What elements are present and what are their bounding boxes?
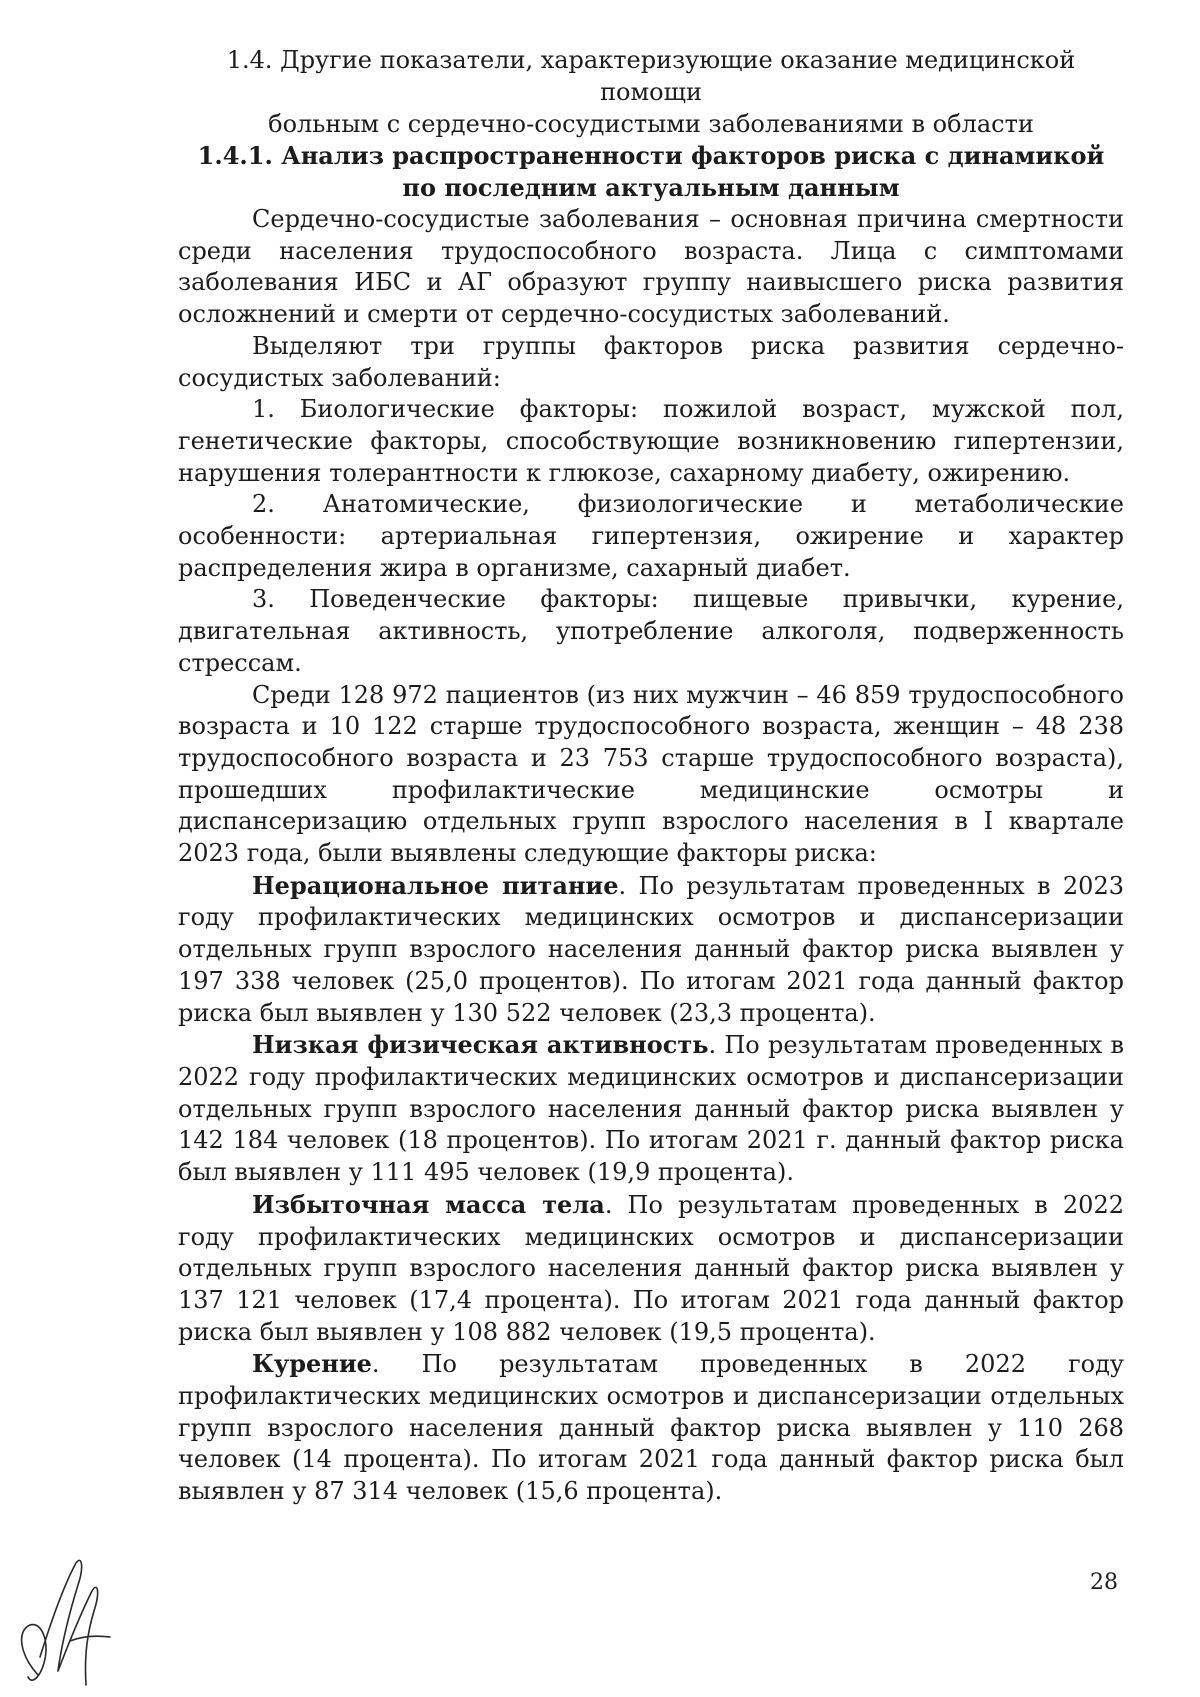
weight-title: Избыточная масса тела bbox=[252, 1189, 605, 1219]
paragraph-weight bbox=[178, 1189, 1124, 1349]
section-heading-line-1: 1.4. Другие показатели, характеризующие оказание медицинской помощи bbox=[226, 46, 1076, 106]
paragraph-intro: Сердечно-сосудистые заболевания – основная причина смертности среди населения трудоспособного возраста. Лица с симптомами заболевания ИБС и АГ образуют группу наивысшего риска развития осложнений и смерти от сердечно-сосудистых заболеваний. bbox=[178, 205, 1124, 329]
paragraph-patients-summary: Среди 128 972 пациентов (из них мужчин – 46 859 трудоспособного возраста и 10 122 старше трудоспособного возраста, женщин – 48 238 трудоспособного возраста и 23 753 старше трудоспособного возраста), прошедших профилактические медицинские осмотры и диспансеризацию отдельных групп взрослого населения в I квартале 2023 года, были выявлены следующие факторы риска: bbox=[178, 680, 1124, 868]
subsection-heading-line-1: 1.4.1. Анализ распространенности факторов риска с динамикой bbox=[197, 141, 1105, 170]
body-text bbox=[178, 204, 1124, 1508]
nutrition-title: Нерациональное питание bbox=[252, 870, 619, 900]
smoking-title: Курение bbox=[252, 1349, 372, 1379]
weight-text: . По результатам проведенных в 2022 году профилактических медицинских осмотров и диспансеризации отдельных групп взрослого населения данный фактор риска выявлен у 137 121 человек (17,4 процента). По итогам 2021 года данный фактор риска был выявлен у 108 882 человек (19,5 процента). bbox=[178, 1190, 1124, 1346]
nutrition-text: . По результатам проведенных в 2023 году профилактических медицинских осмотров и диспансеризации отдельных групп взрослого населения данный фактор риска выявлен у 197 338 человек (25,0 процентов). По итогам 2021 года данный фактор риска был выявлен у 130 522 человек (23,3 процента). bbox=[178, 871, 1124, 1027]
paragraph-nutrition bbox=[178, 870, 1124, 1030]
paragraph-biological-factors: 1. Биологические факторы: пожилой возраст, мужской пол, генетические факторы, способствующие возникновению гипертензии, нарушения толерантности к глюкозе, сахарному диабету, ожирению. bbox=[178, 395, 1124, 487]
activity-title: Низкая физическая активность bbox=[252, 1030, 709, 1060]
paragraph-smoking bbox=[178, 1348, 1124, 1508]
paragraph-behavioral-factors: 3. Поведенческие факторы: пищевые привычки, курение, двигательная активность, употребление алкоголя, подверженность стрессам. bbox=[178, 585, 1124, 677]
smoking-text: . По результатам проведенных в 2022 году профилактических медицинских осмотров и диспансеризации отдельных групп взрослого населения данный фактор риска выявлен у 110 268 человек (14 процента). По итогам 2021 года данный фактор риска был выявлен у 87 314 человек (15,6 процента). bbox=[178, 1350, 1124, 1506]
activity-text: . По результатам проведенных в 2022 году профилактических медицинских осмотров и диспансеризации отдельных групп взрослого населения данный фактор риска выявлен у 142 184 человек (18 процентов). По итогам 2021 г. данный фактор риска был выявлен у 111 495 человек (19,9 процента). bbox=[178, 1031, 1124, 1187]
document-page bbox=[178, 44, 1124, 1508]
section-heading-line-2: больным с сердечно-сосудистыми заболеваниями в области bbox=[268, 110, 1034, 138]
page-number: 28 bbox=[1090, 1570, 1118, 1595]
paragraph-anatomical-factors: 2. Анатомические, физиологические и метаболические особенности: артериальная гипертензия, ожирение и характер распределения жира в организме, сахарный диабет. bbox=[178, 490, 1124, 582]
paragraph-activity bbox=[178, 1029, 1124, 1189]
handwritten-signature-icon bbox=[10, 1545, 120, 1695]
subsection-heading-line-2: по последним актуальным данным bbox=[402, 173, 900, 202]
paragraph-risk-groups: Выделяют три группы факторов риска развития сердечно-сосудистых заболеваний: bbox=[178, 331, 1124, 392]
